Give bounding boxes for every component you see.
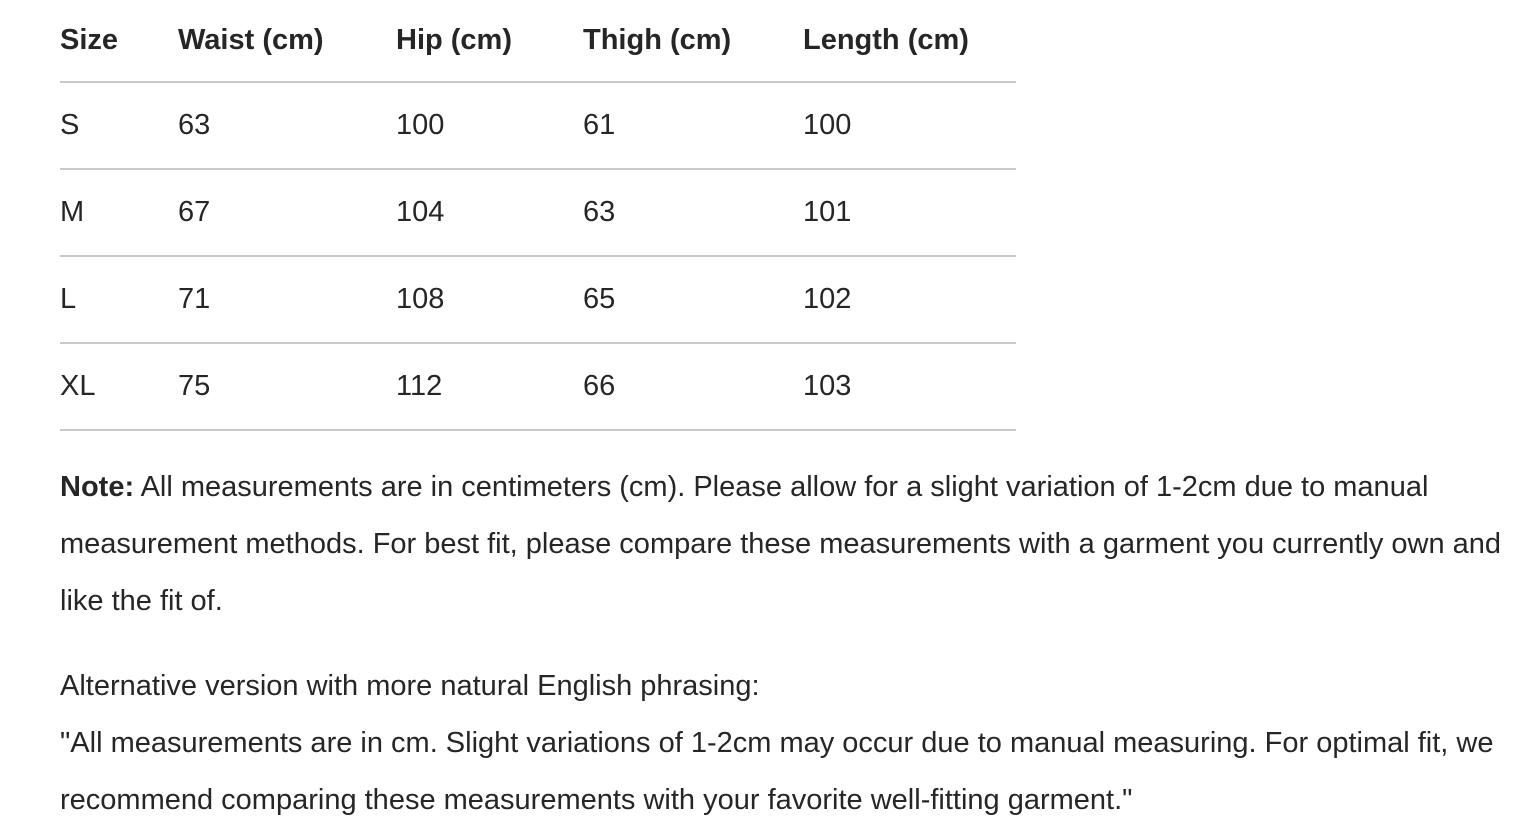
cell-thigh: 63 <box>583 169 803 256</box>
cell-thigh: 65 <box>583 256 803 343</box>
alternative-intro: Alternative version with more natural English phrasing: <box>60 670 760 702</box>
table-header <box>60 0 1016 82</box>
cell-length: 101 <box>803 169 1016 256</box>
header-length: Length (cm) <box>803 0 1016 82</box>
table-row <box>60 256 1016 343</box>
size-chart-table <box>60 0 1016 431</box>
cell-waist: 63 <box>178 82 396 169</box>
header-waist: Waist (cm) <box>178 0 396 82</box>
table-row <box>60 169 1016 256</box>
cell-waist: 75 <box>178 343 396 430</box>
cell-size: L <box>60 256 178 343</box>
cell-size: S <box>60 82 178 169</box>
table-row <box>60 343 1016 430</box>
cell-length: 103 <box>803 343 1016 430</box>
cell-hip: 100 <box>396 82 583 169</box>
cell-length: 102 <box>803 256 1016 343</box>
measurement-note <box>60 459 1530 630</box>
note-label: Note: <box>60 471 135 503</box>
cell-thigh: 66 <box>583 343 803 430</box>
alternative-phrasing <box>60 658 1530 829</box>
header-thigh: Thigh (cm) <box>583 0 803 82</box>
cell-length: 100 <box>803 82 1016 169</box>
cell-size: M <box>60 169 178 256</box>
cell-size: XL <box>60 343 178 430</box>
header-hip: Hip (cm) <box>396 0 583 82</box>
cell-hip: 104 <box>396 169 583 256</box>
size-chart-content <box>60 0 1530 829</box>
table-header-row <box>60 0 1016 82</box>
header-size: Size <box>60 0 178 82</box>
cell-hip: 112 <box>396 343 583 430</box>
cell-hip: 108 <box>396 256 583 343</box>
cell-waist: 67 <box>178 169 396 256</box>
cell-thigh: 61 <box>583 82 803 169</box>
alternative-quote: "All measurements are in cm. Slight variations of 1-2cm may occur due to manual measuring. For optimal fit, we recommend comparing these measurements with your favorite well-fitting garment." <box>60 727 1494 816</box>
cell-waist: 71 <box>178 256 396 343</box>
table-row <box>60 82 1016 169</box>
table-body <box>60 82 1016 430</box>
note-text: All measurements are in centimeters (cm). Please allow for a slight variation of 1-2cm due to manual measurement methods. For best fit, please compare these measurements with a garment you currently own and like the fit of. <box>60 471 1502 617</box>
